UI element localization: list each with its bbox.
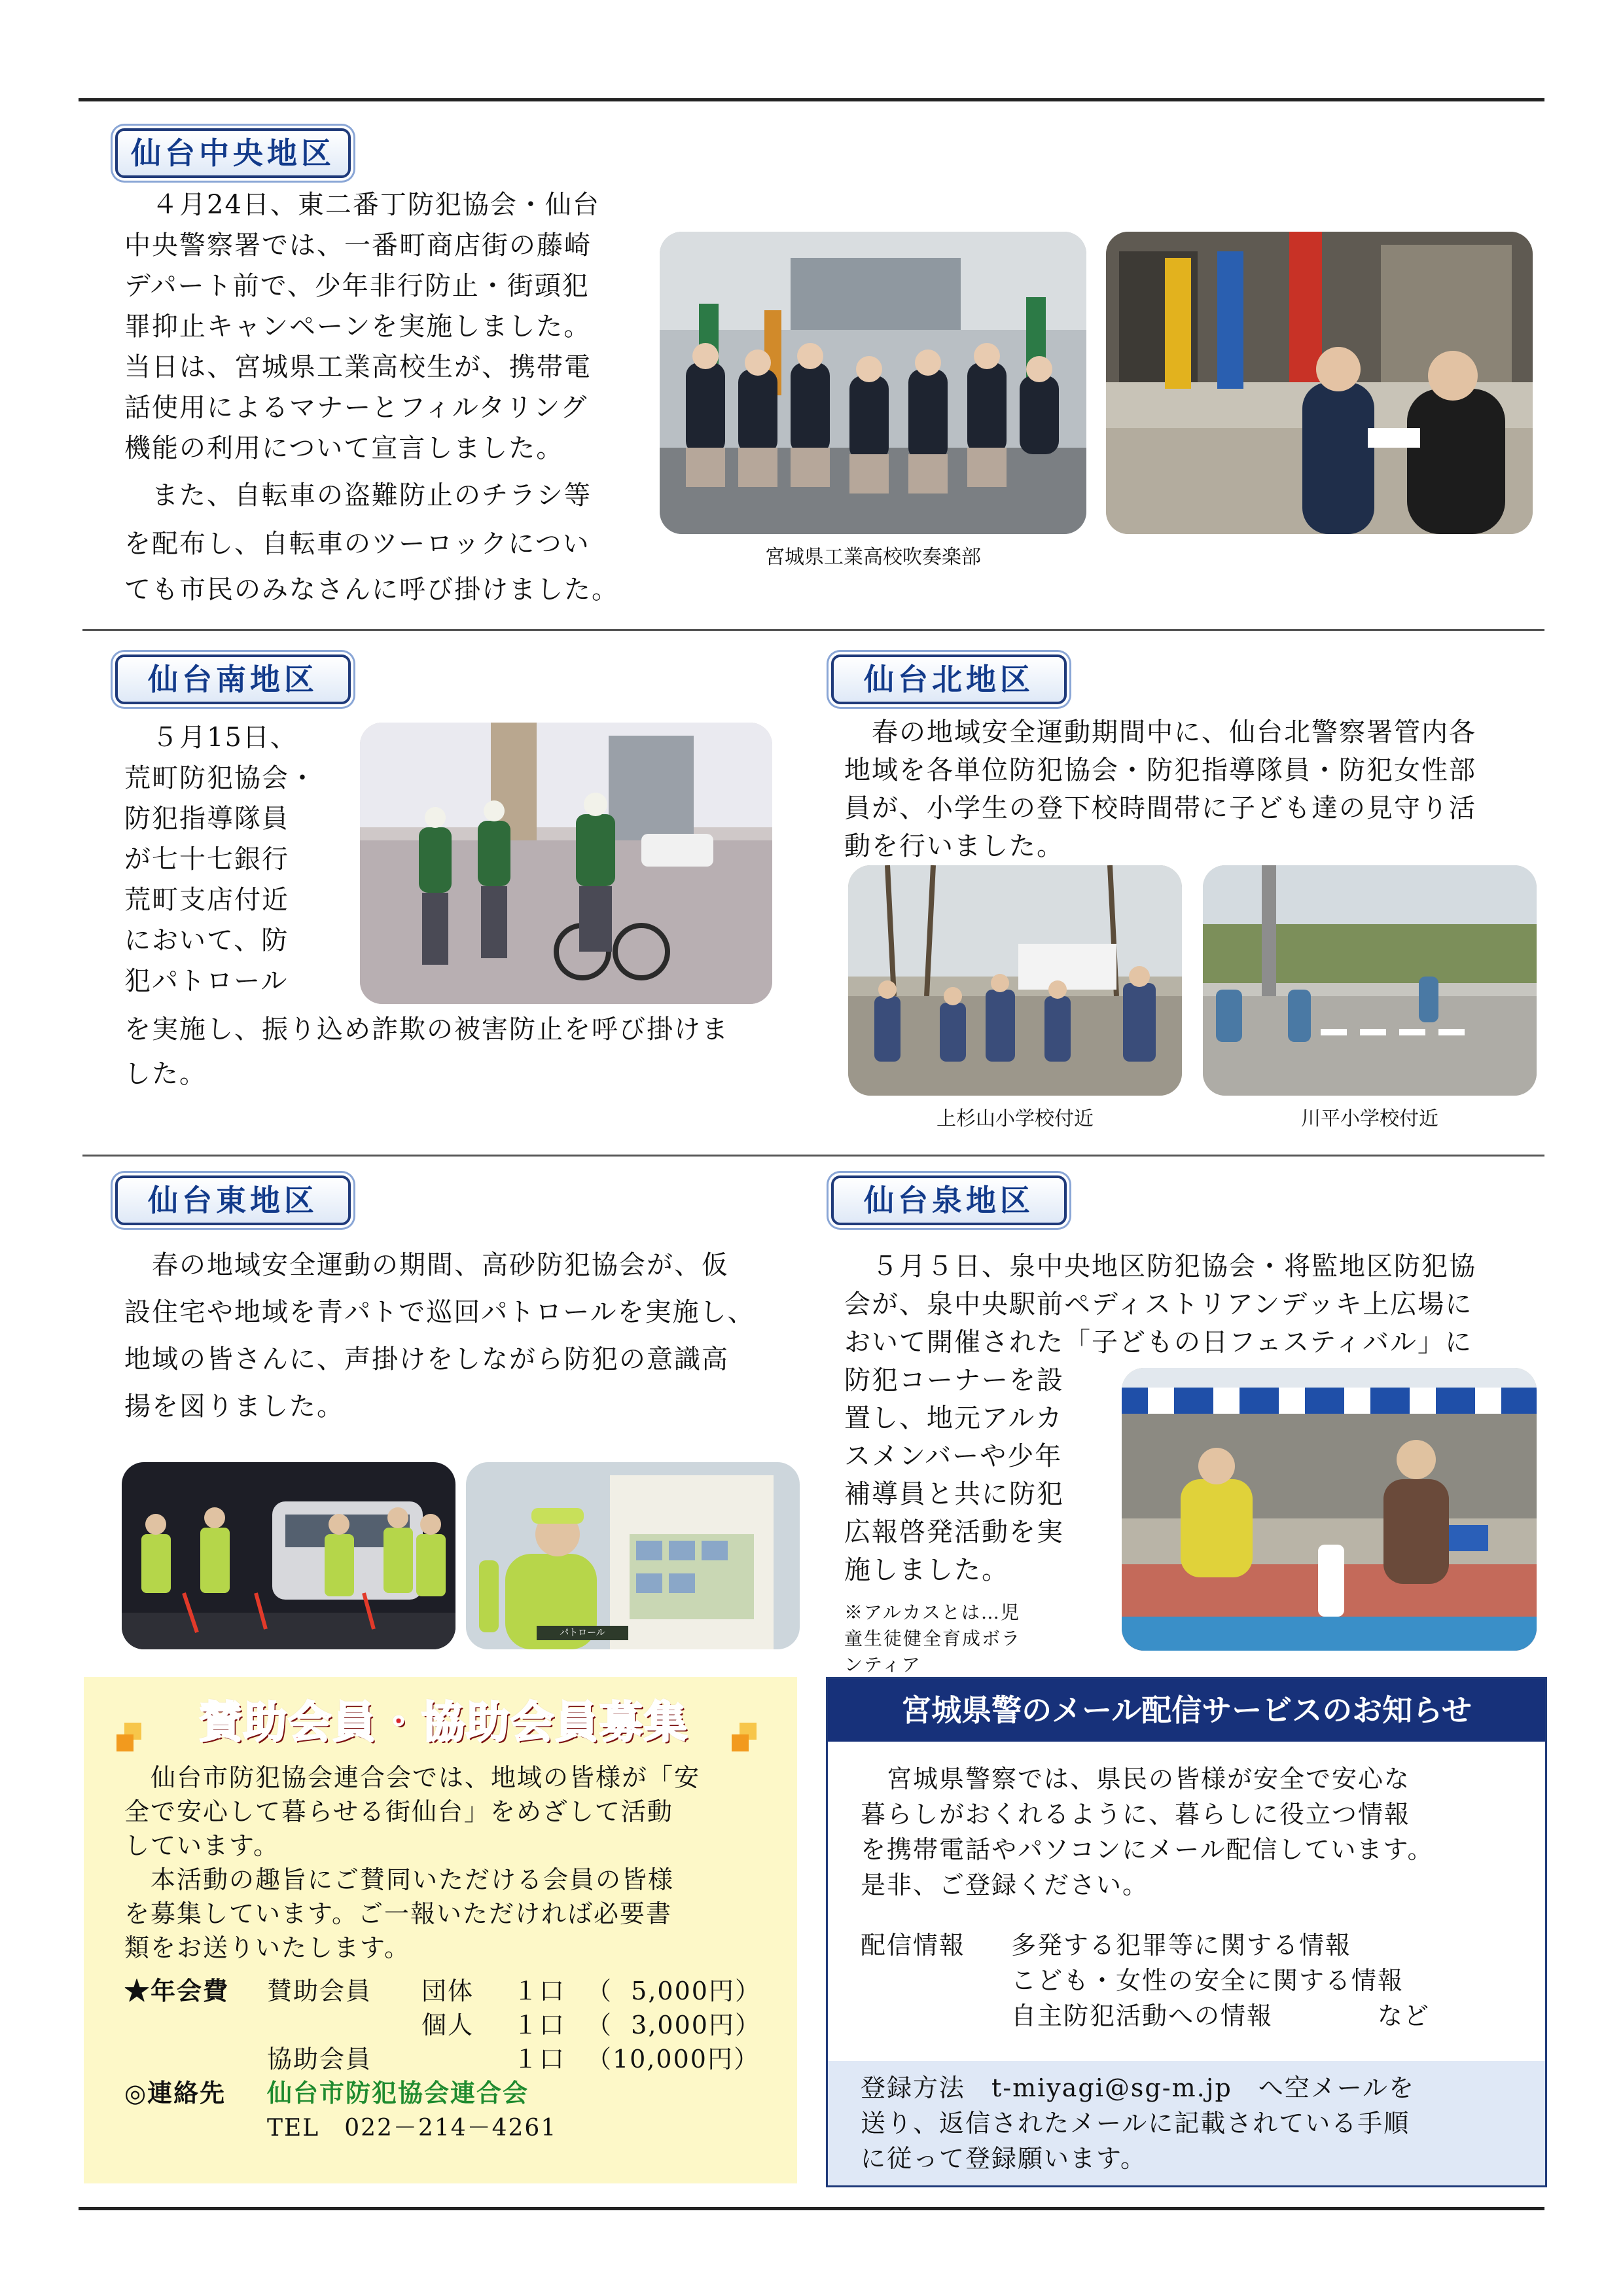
photo-uesugiyama [848,865,1182,1096]
section-title-south: 仙台南地区 [115,655,351,704]
text-line: 機能の利用について宣言しました。 [124,433,564,463]
photo-south-patrol [360,723,772,1004]
text-line: 暮らしがおくれるように、暮らしに役立つ情報 [861,1800,1411,1829]
section-title-east: 仙台東地区 [115,1175,351,1225]
deco-square [732,1734,749,1751]
caption-central: 宮城県工業高校吹奏楽部 [765,546,981,569]
text-line: 動を行いました。 [844,831,1064,861]
fee-unit: １口 [513,2011,566,2039]
photo-izumi-festival [1122,1368,1537,1651]
text-line: 施しました。 [844,1555,1009,1585]
text-line: 全で安心して暮らせる街仙台」をめざして活動 [124,1797,673,1826]
divider-1 [82,629,1544,631]
fee-unit: １口 [513,1977,566,2005]
contact-name: 仙台市防犯協会連合会 [267,2078,529,2108]
mail-service-title: 宮城県警のメール配信サービスのお知らせ [828,1679,1545,1742]
text-line: 是非、ご登録ください。 [861,1871,1149,1899]
fee-type: 賛助会員 [267,1977,372,2005]
contact-label: ◎連絡先 [124,2078,226,2108]
info-item: こども・女性の安全に関する情報 [1011,1966,1404,1995]
section-title-izumi: 仙台泉地区 [831,1175,1067,1225]
mail-service-box [826,1677,1547,2187]
text-line: スメンバーや少年 [844,1441,1063,1471]
text-line: また、自転車の盗難防止のチラシ等 [124,480,592,511]
contact-tel: TEL 022－214－4261 [267,2115,558,2142]
text-line: 員が、小学生の登下校時間帯に子ども達の見守り活 [844,793,1476,823]
section-title-north: 仙台北地区 [831,655,1067,704]
photo-band-performance [660,232,1086,534]
top-rule [79,98,1544,101]
text-line: 中央警察署では、一番町商店街の藤崎 [124,230,592,260]
text-line: 当日は、宮城県工業高校生が、携帯電 [124,352,592,382]
text-line: 置し、地元アルカ [844,1403,1063,1433]
text-line: 広報啓発活動を実 [844,1517,1064,1547]
text-line: 揚を図りました。 [124,1391,344,1422]
text-line: を配布し、自転車のツーロックについ [124,529,590,559]
text-line: 設住宅や地域を青パトで巡回パトロールを実施し、 [124,1297,755,1327]
text-line: 会が、泉中央駅前ペディストリアンデッキ上広場に [844,1289,1473,1319]
section-title-central: 仙台中央地区 [115,128,351,178]
fee-amount: （ 5,000円） [586,1977,761,2005]
text-line: 地域の皆さんに、声掛けをしながら防犯の意識高 [124,1344,729,1374]
recruit-box [84,1677,797,2183]
text-line: を募集しています。ご一報いただければ必要書 [124,1899,672,1928]
fee-amount: （10,000円） [586,2045,760,2073]
deco-square [116,1734,134,1751]
photo-east-night-patrol [122,1462,455,1649]
text-line: 宮城県警察では、県民の皆様が安全で安心な [861,1765,1411,1793]
text-line: おいて開催された「子どもの日フェスティバル」に [844,1327,1472,1357]
text-line: 話使用によるマナーとフィルタリング [124,393,588,423]
text-line: ５月15日、 [124,723,298,753]
text-line: ５月５日、泉中央地区防犯協会・将監地区防犯協 [844,1251,1476,1282]
note-line: ※アルカスとは…児 [844,1602,1020,1623]
caption-north-right: 川平小学校付近 [1301,1107,1438,1130]
info-item: 多発する犯罪等に関する情報 [1011,1931,1352,1960]
text-line: 防犯指導隊員 [124,804,289,834]
text-line: 荒町支店付近 [124,885,289,915]
text-line: ても市民のみなさんに呼び掛けました。 [124,575,619,605]
text-line: を実施し、振り込め詐欺の被害防止を呼び掛けま [124,1014,729,1045]
note-line: 童生徒健全育成ボラ [844,1628,1022,1649]
text-line: 春の地域安全運動期間中に、仙台北警察署管内各 [844,717,1476,747]
text-line: 本活動の趣旨にご賛同いただける会員の皆様 [124,1865,675,1894]
text-line: において、防 [124,925,289,956]
note-line: ンティア [844,1654,921,1676]
fee-sub: 個人 [421,2011,474,2039]
text-line: 仙台市防犯協会連合会では、地域の皆様が「安 [124,1763,701,1792]
text-line: しています。 [124,1831,279,1860]
bottom-rule [79,2207,1544,2210]
text-line: 防犯コーナーを設 [844,1365,1064,1395]
text-line: 補導員と共に防犯 [844,1479,1064,1509]
text-line: 地域を各単位防犯協会・防犯指導隊員・防犯女性部 [844,755,1476,785]
caption-north-left: 上杉山小学校付近 [936,1107,1094,1130]
fee-sub: 団体 [421,1977,474,2005]
divider-2 [82,1155,1544,1157]
text-line: 類をお送りいたします。 [124,1933,410,1962]
text-line: 荒町防犯協会・ [124,763,317,793]
text-line: 春の地域安全運動の期間、高砂防犯協会が、仮 [124,1250,729,1280]
text-line: 罪抑止キャンペーンを実施しました。 [124,312,592,342]
register-line: 登録方法 t-miyagi@sg-m.jp へ空メールを [861,2073,1416,2102]
info-item: 自主防犯活動への情報 など [1011,2001,1431,2030]
photo-east-map-board [466,1462,800,1649]
text-line: が七十七銀行 [124,844,289,874]
recruit-title: 賛助会員・協助会員募集 [199,1697,688,1748]
info-label: 配信情報 [861,1931,966,1960]
fee-amount: （ 3,000円） [586,2011,761,2039]
text-line: 犯パトロール [124,966,289,996]
text-line: ４月24日、東二番丁防犯協会・仙台 [124,190,600,220]
register-line: に従って登録願います。 [861,2144,1147,2173]
photo-kawadaira [1203,865,1537,1096]
mail-register-panel [828,2061,1545,2185]
vest-label: パトロール [537,1626,628,1640]
photo-flyer-distribution [1106,232,1533,534]
register-line: 送り、返信されたメールに記載されている手順 [861,2109,1410,2138]
text-line: デパート前で、少年非行防止・街頭犯 [124,271,590,301]
fee-unit: １口 [513,2045,566,2073]
text-line: を携帯電話やパソコンにメール配信しています。 [861,1835,1434,1864]
fee-label: ★年会費 [124,1976,230,2005]
text-line: した。 [124,1059,207,1089]
fee-type: 協助会員 [267,2045,372,2073]
